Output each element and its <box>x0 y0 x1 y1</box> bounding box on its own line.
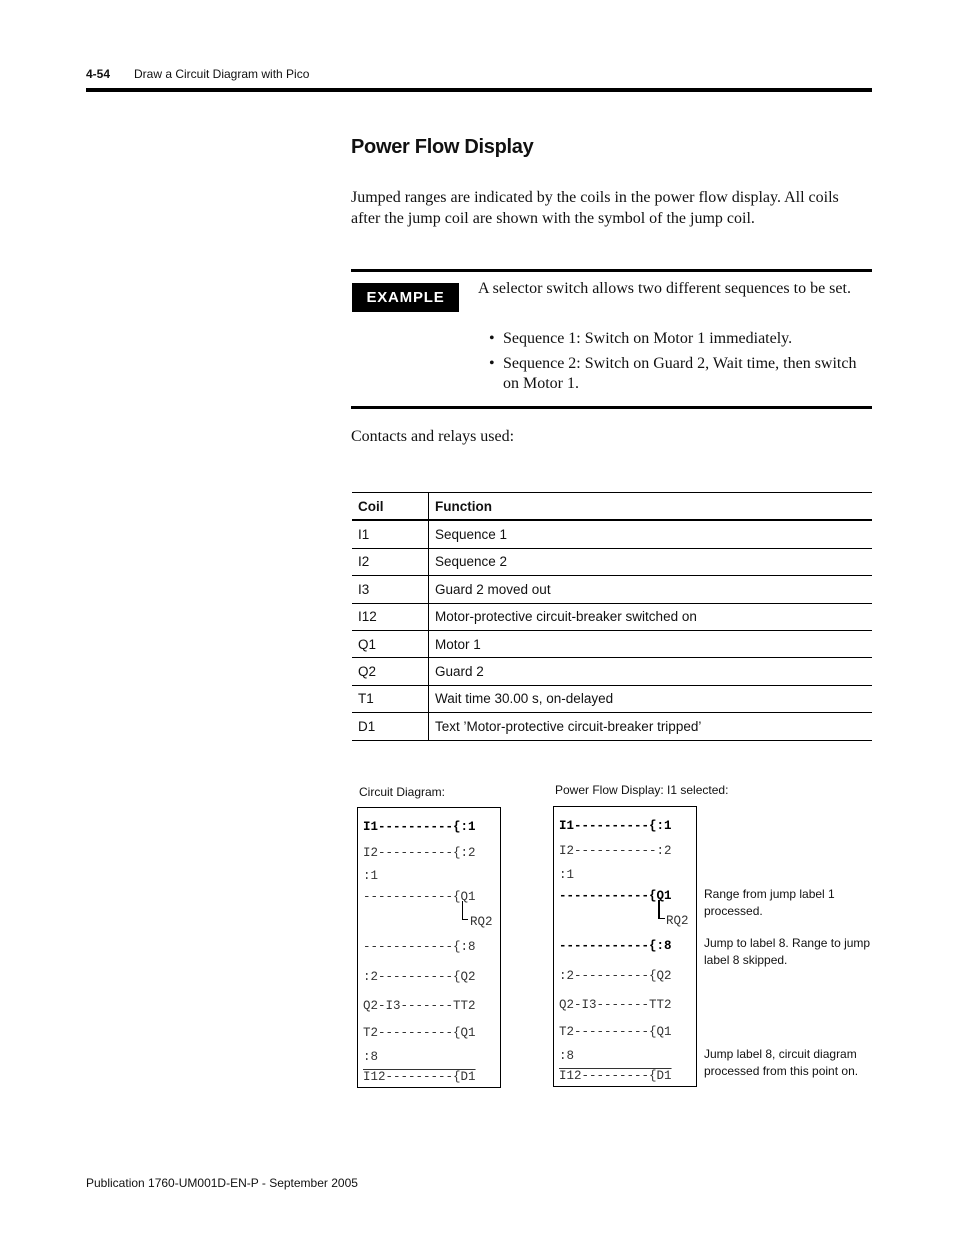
cell-coil: Q2 <box>352 658 429 685</box>
circuit-diagram-display <box>357 807 501 1088</box>
table-row <box>352 603 872 630</box>
power-flow-caption: Power Flow Display: I1 selected: <box>555 783 729 797</box>
diagram-line: I2-----------:2 <box>559 844 672 858</box>
table-row <box>352 685 872 712</box>
table-header-coil: Coil <box>352 493 429 521</box>
diagram-line: ------------{:8 <box>559 939 672 953</box>
circuit-diagram-caption: Circuit Diagram: <box>359 785 446 799</box>
diagram-line: :1 <box>559 868 575 882</box>
cell-function: Sequence 2 <box>429 548 873 575</box>
header-rule <box>86 88 872 92</box>
cell-coil: T1 <box>352 685 429 712</box>
cell-function: Guard 2 moved out <box>429 576 873 603</box>
example-bullet: • Sequence 2: Switch on Guard 2, Wait time, then switch on Motor 1. <box>489 354 869 394</box>
section-title: Power Flow Display <box>351 136 534 158</box>
table-row <box>352 576 872 603</box>
cell-function: Wait time 30.00 s, on-delayed <box>429 685 873 712</box>
diagram-line: I12---------{D1 <box>559 1069 672 1083</box>
cell-coil: D1 <box>352 713 429 740</box>
note-jump-label-8: Jump to label 8. Range to jump label 8 skipped. <box>704 936 871 967</box>
diagram-line: I1----------{:1 <box>363 820 476 834</box>
diagram-line: :2----------{Q2 <box>559 969 672 983</box>
diagram-line: ------------{Q1 <box>559 889 672 903</box>
branch-connector <box>658 900 665 919</box>
table-header-row <box>352 493 872 521</box>
diagram-line: I2----------{:2 <box>363 846 476 860</box>
cell-function: Text ’Motor-protective circuit-breaker tripped’ <box>429 713 873 740</box>
example-bottom-rule <box>351 406 872 409</box>
diagram-line: T2----------{Q1 <box>363 1026 476 1040</box>
cell-coil: I12 <box>352 603 429 630</box>
diagram-line: I12---------{D1 <box>363 1070 476 1084</box>
diagram-line: RQ2 <box>666 914 689 928</box>
coil-function-table <box>352 492 872 741</box>
example-top-rule <box>351 269 872 272</box>
footer-publication: Publication 1760-UM001D-EN-P - September 2005 <box>86 1176 358 1190</box>
diagram-line: :8 <box>363 1050 379 1064</box>
example-bullet: • Sequence 1: Switch on Motor 1 immediately. <box>489 329 869 349</box>
cell-function: Sequence 1 <box>429 520 873 548</box>
table-row <box>352 548 872 575</box>
example-text: A selector switch allows two different sequences to be set. <box>478 280 851 297</box>
table-row <box>352 713 872 740</box>
example-badge: EXAMPLE <box>352 283 459 312</box>
cell-function: Guard 2 <box>429 658 873 685</box>
cell-function: Motor-protective circuit-breaker switched on <box>429 603 873 630</box>
table-header-function: Function <box>429 493 873 521</box>
chapter-title: Draw a Circuit Diagram with Pico <box>134 67 310 81</box>
power-flow-display <box>553 806 697 1087</box>
diagram-line: RQ2 <box>470 915 493 929</box>
diagram-line: ------------{:8 <box>363 940 476 954</box>
intro-paragraph: Jumped ranges are indicated by the coils in the power flow display. All coils after the jump coil are shown with the symbol of the jump coil. <box>351 189 839 227</box>
diagram-line: :2----------{Q2 <box>363 970 476 984</box>
note-jump-label-processed: Jump label 8, circuit diagram processed from this point on. <box>704 1047 859 1078</box>
cell-coil: I2 <box>352 548 429 575</box>
cell-coil: I3 <box>352 576 429 603</box>
cell-coil: I1 <box>352 520 429 548</box>
diagram-line: ------------{Q1 <box>363 890 476 904</box>
contacts-label: Contacts and relays used: <box>351 428 515 445</box>
example-bullet-list <box>489 329 869 399</box>
branch-connector <box>462 901 468 920</box>
cell-function: Motor 1 <box>429 630 873 657</box>
table-row <box>352 520 872 548</box>
table-row <box>352 630 872 657</box>
diagram-line: T2----------{Q1 <box>559 1025 672 1039</box>
cell-coil: Q1 <box>352 630 429 657</box>
diagram-line: :1 <box>363 869 379 883</box>
table-row <box>352 658 872 685</box>
diagram-line: Q2-I3-------TT2 <box>559 998 672 1012</box>
diagram-line: I1----------{:1 <box>559 819 672 833</box>
diagram-line: :8 <box>559 1049 575 1063</box>
page-number: 4-54 <box>86 67 111 81</box>
diagram-line: Q2-I3-------TT2 <box>363 999 476 1013</box>
note-range-processed: Range from jump label 1 processed. <box>704 887 835 918</box>
